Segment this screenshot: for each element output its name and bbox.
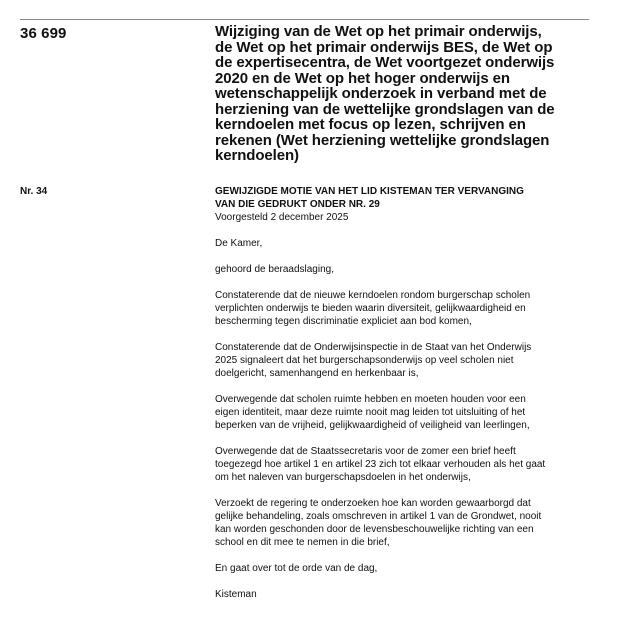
text-line: Overwegende dat de Staatssecretaris voor de zomer een brief heeft <box>215 446 516 457</box>
text-line: verplichten onderwijs te bieden waarin diversiteit, gelijkwaardigheid en <box>215 303 526 314</box>
consideration-1 <box>215 289 600 328</box>
text-line: Constaterende dat de nieuwe kerndoelen rondom burgerschap scholen <box>215 290 531 301</box>
consideration-2 <box>215 341 600 380</box>
text-line: En gaat over tot de orde van de dag, <box>215 563 378 574</box>
text-line: beperken van de vrijheid, gelijkwaardigheid of veiligheid van leerlingen, <box>215 420 530 431</box>
title-line: kerndoelen) <box>215 147 299 164</box>
top-divider <box>20 19 589 20</box>
motion-body <box>215 185 600 614</box>
text-line: kan worden geschonden door de levensbeschouwelijke richting van een <box>215 524 534 535</box>
text-line: Constaterende dat de Onderwijsinspectie in de Staat van het Onderwijs <box>215 342 532 353</box>
request <box>215 497 600 549</box>
text-line: Overwegende dat scholen ruimte hebben en moeten houden voor een <box>215 394 526 405</box>
motion-date: Voorgesteld 2 december 2025 <box>215 212 349 223</box>
text-line: om het naleven van burgerschapsdoelen in het onderwijs, <box>215 472 471 483</box>
salutation <box>215 237 600 250</box>
motion-number: Nr. 34 <box>20 186 48 197</box>
text-line: bescherming tegen discriminatie expliciet aan bod komen, <box>215 316 472 327</box>
text-line: doelgericht, samenhangend en herkenbaar is, <box>215 368 419 379</box>
title-line: herziening van de wettelijke grondslagen van de <box>215 100 555 118</box>
text-line: Kisteman <box>215 589 257 600</box>
title-line: Wijziging van de Wet op het primair onderwijs, <box>215 23 542 40</box>
text-line: eigen identiteit, maar deze ruimte nooit mag leiden tot uitsluiting of het <box>215 407 526 418</box>
text-line: 2025 signaleert dat het burgerschapsonderwijs op veel scholen niet <box>215 355 514 366</box>
title-line: 2020 en de Wet op het hoger onderwijs en <box>215 69 510 87</box>
text-line: toegezegd hoe artikel 1 en artikel 23 zich tot elkaar verhouden als het gaat <box>215 459 546 470</box>
title-line: wetenschappelijk onderzoek in verband met de <box>215 85 547 102</box>
consideration-4 <box>215 445 600 484</box>
heading-line: GEWIJZIGDE MOTIE VAN HET LID KISTEMAN TER VERVANGING <box>215 186 524 197</box>
motion-heading <box>215 185 600 211</box>
title-line: rekenen (Wet herziening wettelijke grondslagen <box>215 131 550 149</box>
text-line: school en dit mee te nemen in die brief, <box>215 537 390 548</box>
preamble <box>215 263 600 276</box>
text-line: gelijke behandeling, zoals omschreven in artikel 1 van de Grondwet, nooit <box>215 511 542 522</box>
document-title <box>215 24 595 164</box>
title-line: kerndoelen met focus op lezen, schrijven en <box>215 116 526 133</box>
closing <box>215 562 600 575</box>
title-line: de expertisecentra, de Wet voortgezet onderwijs <box>215 54 555 71</box>
text-line: De Kamer, <box>215 238 263 249</box>
title-line: de Wet op het primair onderwijs BES, de Wet op <box>215 38 553 56</box>
heading-line: VAN DIE GEDRUKT ONDER NR. 29 <box>215 199 380 210</box>
signature-name <box>215 588 600 601</box>
document-number: 36 699 <box>20 25 67 42</box>
text-line: Verzoekt de regering te onderzoeken hoe kan worden gewaarborgd dat <box>215 498 531 509</box>
text-line: gehoord de beraadslaging, <box>215 264 334 275</box>
consideration-3 <box>215 393 600 432</box>
